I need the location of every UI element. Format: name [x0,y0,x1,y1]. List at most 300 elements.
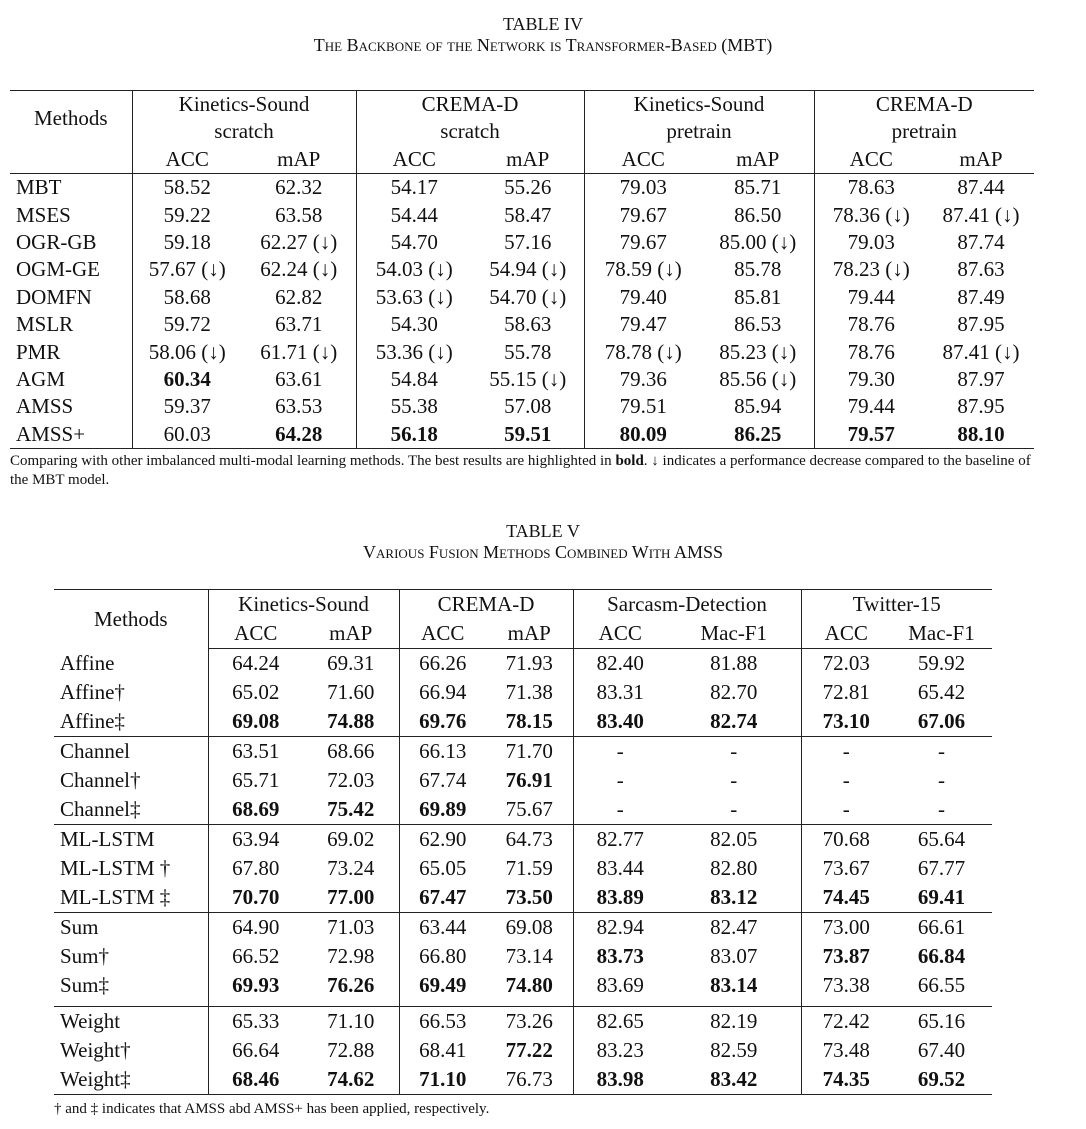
value-cell: 55.26 [472,174,584,202]
table4-methods-header: Methods [10,91,132,146]
best-value: 86.25 [734,421,782,446]
best-value: 74.62 [327,1067,375,1091]
value-cell: 62.82 [242,284,356,311]
table-row [10,421,1034,449]
table-row [10,366,1034,393]
value-cell [208,795,303,825]
value-cell [702,421,814,449]
value-cell: 58.63 [472,311,584,338]
value-cell: 71.60 [303,678,399,707]
value-cell: 65.05 [419,856,467,880]
best-value: 69.49 [419,973,467,997]
value-cell: 69.02 [303,825,399,855]
table5-group-header: Sarcasm-Detection [573,590,801,620]
value-cell: 63.71 [242,311,356,338]
value-cell [356,421,472,449]
table5-methods-header: Methods [54,590,208,649]
value-cell [486,883,573,913]
value-cell: - [616,739,624,763]
table4-metric-header: ACC [132,146,242,174]
table4-metric-header: mAP [702,146,814,174]
value-cell: 83.44 [596,856,644,880]
value-cell: 66.61 [917,915,966,939]
value-cell: 82.40 [596,651,644,675]
table5 [54,589,992,1095]
value-cell: 82.19 [667,1007,801,1037]
table5-group-header: Twitter-15 [852,592,941,616]
table5-label: TABLE V [506,521,580,541]
value-cell: 72.03 [822,651,870,675]
best-value: 77.00 [327,885,375,909]
method-cell: Channel† [54,766,208,795]
value-cell: 53.36 (↓) [375,339,453,364]
value-cell: 57.08 [472,393,584,420]
best-value: 83.42 [710,1067,758,1091]
best-value: 69.52 [917,1067,966,1091]
table5-metric-header: mAP [486,619,573,649]
value-cell [891,1065,992,1095]
best-value: 78.15 [505,709,553,733]
value-cell: 78.23 (↓) [832,257,910,282]
value-cell: - [667,766,801,795]
value-cell: 62.27 (↓) [242,229,356,256]
method-cell: PMR [10,339,132,366]
method-cell: Affine† [54,678,208,707]
value-cell: 63.44 [419,915,467,939]
value-cell: 85.71 [702,174,814,202]
value-cell: 66.52 [232,944,280,968]
value-cell: 85.23 (↓) [702,339,814,366]
value-cell: 83.23 [596,1038,644,1062]
best-value: 88.10 [957,421,1005,446]
best-value: 75.42 [327,797,375,821]
table-row [54,707,992,737]
best-value: 74.45 [822,885,870,909]
table-row [54,737,992,767]
value-cell: 66.53 [399,1007,486,1037]
method-cell: MSLR [10,311,132,338]
table-row [54,678,992,707]
best-value: 83.40 [596,709,644,733]
value-cell: 67.74 [419,768,467,792]
value-cell: 57.16 [472,229,584,256]
table5-metric-header: ACC [573,619,667,649]
best-value: 69.41 [917,885,966,909]
value-cell: 54.17 [390,175,438,200]
best-value: 69.08 [232,709,280,733]
value-cell: 63.61 [242,366,356,393]
table5-metric-header: ACC [208,619,303,649]
value-cell: 87.74 [957,230,1005,255]
best-value: 83.73 [596,944,644,968]
best-value: 71.10 [419,1067,467,1091]
best-value: 74.88 [327,709,375,733]
table5-metric-header: Mac-F1 [891,619,992,649]
best-value: 67.47 [419,885,467,909]
value-cell [486,1036,573,1065]
value-cell: 64.90 [232,915,280,939]
value-cell: 60.03 [163,421,211,446]
value-cell [573,942,667,971]
best-value: 69.93 [232,973,280,997]
method-cell: OGR-GB [10,229,132,256]
best-value: 68.46 [232,1067,280,1091]
table-row [10,339,1034,366]
table-row [54,854,992,883]
value-cell: - [891,795,992,825]
value-cell: 85.56 (↓) [702,366,814,393]
table4-metric-header: mAP [242,146,356,174]
value-cell: 54.30 [390,312,438,337]
table-row [10,284,1034,311]
value-cell: 68.66 [303,737,399,767]
table-row [54,649,992,679]
value-cell: 67.80 [232,856,280,880]
table5-metric-header: ACC [399,619,486,649]
value-cell: - [938,768,945,792]
value-cell: 65.64 [917,827,966,851]
value-cell: 66.55 [917,973,966,997]
value-cell: 55.78 [472,339,584,366]
value-cell: 79.67 [619,202,667,227]
value-cell: 85.00 (↓) [702,229,814,256]
table-row [54,913,992,943]
value-cell: 82.70 [667,678,801,707]
value-cell: 71.59 [486,854,573,883]
best-value: 66.84 [917,944,966,968]
value-cell [801,1065,891,1095]
value-cell: 64.24 [232,651,280,675]
value-cell [891,942,992,971]
table-row [54,942,992,971]
method-cell: AMSS+ [10,421,132,449]
value-cell: 54.94 (↓) [472,256,584,283]
value-cell: 79.03 [619,175,667,200]
value-cell: 83.07 [667,942,801,971]
value-cell [928,421,1034,449]
value-cell: 78.78 (↓) [604,339,682,364]
table-row [10,311,1034,338]
value-cell: 79.51 [619,394,667,419]
value-cell [208,1065,303,1095]
value-cell [399,971,486,1000]
method-cell: Sum [54,913,208,943]
method-cell: Weight‡ [54,1065,208,1095]
table5-metric-header: Mac-F1 [667,619,801,649]
table4-footnote: Comparing with other imbalanced multi-modal learning methods. The best results are highlighted in bold. ↓ indicates a performance decrease compared to the baseline of the MBT model. [10,453,1031,488]
value-cell [208,971,303,1000]
value-cell: 82.05 [667,825,801,855]
value-cell: 59.37 [163,394,211,419]
value-cell: 82.65 [573,1007,667,1037]
value-cell: 63.53 [242,393,356,420]
table-row [54,1007,992,1037]
value-cell: - [842,768,850,792]
table4-metric-header: ACC [584,146,702,174]
value-cell: 79.67 [619,230,667,255]
best-value: 82.74 [710,709,758,733]
best-value: 70.70 [232,885,280,909]
table5-group-header: CREMA-D [399,590,573,620]
value-cell: 73.14 [486,942,573,971]
method-cell: ML-LSTM † [54,854,208,883]
value-cell [303,707,399,737]
value-cell: - [801,795,891,825]
table5-metric-header: mAP [303,619,399,649]
best-value: 79.57 [847,421,895,446]
value-cell: 66.26 [419,651,467,675]
value-cell: 87.95 [957,312,1005,337]
value-cell: 73.48 [822,1038,870,1062]
table4-metric-header: ACC [356,146,472,174]
method-cell: MSES [10,202,132,229]
best-value: 73.87 [822,944,870,968]
table-row [54,825,992,855]
value-cell [667,971,801,1000]
best-value: 68.69 [232,797,280,821]
value-cell [399,1065,486,1095]
table4-title: The Backbone of the Network is Transformer-Based (MBT) [313,34,773,55]
best-value: 69.76 [419,709,467,733]
method-cell: Sum† [54,942,208,971]
value-cell: 75.67 [486,795,573,825]
value-cell: 68.41 [419,1038,467,1062]
value-cell: 72.98 [303,942,399,971]
value-cell: 85.81 [702,284,814,311]
value-cell: 72.88 [303,1036,399,1065]
best-value: 76.91 [505,768,553,792]
table4-group-header: CREMA-D pretrain [875,92,973,144]
value-cell: 62.90 [419,827,467,851]
method-cell: Channel [54,737,208,767]
method-cell: Sum‡ [54,971,208,1000]
best-value: 60.34 [163,367,211,392]
value-cell: 59.18 [163,230,211,255]
value-cell: 72.81 [822,680,870,704]
value-cell: 53.63 (↓) [375,284,453,309]
best-value: 64.28 [275,421,323,446]
value-cell: 78.76 [847,312,895,337]
value-cell [891,707,992,737]
best-value: 76.26 [327,973,375,997]
value-cell: 76.73 [486,1065,573,1095]
value-cell: 66.94 [419,680,467,704]
value-cell: 66.64 [232,1038,280,1062]
value-cell: 63.51 [232,739,280,763]
value-cell: 58.47 [472,202,584,229]
value-cell: 58.06 (↓) [148,339,226,364]
value-cell [801,942,891,971]
table-row [54,795,992,825]
value-cell: 65.02 [232,680,280,704]
value-cell [399,795,486,825]
method-cell: OGM-GE [10,256,132,283]
method-cell: ML-LSTM ‡ [54,883,208,913]
value-cell: 62.24 (↓) [242,256,356,283]
value-cell: 54.70 [390,230,438,255]
value-cell: 73.24 [303,854,399,883]
best-value: 73.10 [822,709,870,733]
value-cell: 55.38 [390,394,438,419]
table4-empty-cell [10,146,132,174]
table-row [54,766,992,795]
value-cell: 58.52 [163,175,211,200]
best-value: 83.98 [596,1067,644,1091]
value-cell: 64.73 [486,825,573,855]
value-cell: 73.26 [486,1007,573,1037]
value-cell [801,707,891,737]
value-cell: 86.53 [702,311,814,338]
table4-metric-header: mAP [472,146,584,174]
value-cell: 78.63 [847,175,895,200]
best-value: 74.35 [822,1067,870,1091]
value-cell [486,971,573,1000]
best-value: 80.09 [619,421,667,446]
best-value: 69.89 [419,797,467,821]
value-cell: 73.38 [822,973,870,997]
best-value: 56.18 [390,421,438,446]
method-cell: AGM [10,366,132,393]
best-value: 73.50 [505,885,553,909]
value-cell: 54.84 [390,367,438,392]
table-row [54,1065,992,1095]
value-cell: 62.32 [242,174,356,202]
value-cell: 79.44 [847,284,895,309]
value-cell: 72.03 [303,766,399,795]
table4-group-header: Kinetics-Sound scratch [132,91,356,146]
value-cell [486,707,573,737]
value-cell: 73.00 [822,915,870,939]
value-cell [573,1065,667,1095]
value-cell: 78.59 (↓) [604,257,682,282]
value-cell: 83.69 [596,973,644,997]
value-cell: 61.71 (↓) [242,339,356,366]
value-cell: 79.44 [847,394,895,419]
table-row [54,1036,992,1065]
value-cell: 65.42 [917,680,966,704]
value-cell: 69.08 [486,913,573,943]
value-cell: 82.80 [667,854,801,883]
value-cell: 71.38 [486,678,573,707]
value-cell: 78.76 [847,339,895,364]
value-cell [399,883,486,913]
value-cell: 79.36 [619,367,667,392]
table-row [10,202,1034,229]
table4-group-header: Kinetics-Sound pretrain [584,91,814,146]
table4-metric-header: mAP [928,146,1034,174]
value-cell [573,883,667,913]
table4-metric-header: ACC [814,146,928,174]
value-cell: 79.40 [619,284,667,309]
value-cell [208,707,303,737]
value-cell [242,421,356,449]
value-cell: - [616,768,624,792]
table-row [10,229,1034,256]
value-cell: 81.88 [667,649,801,679]
best-value: 83.89 [596,885,644,909]
value-cell: 78.36 (↓) [832,202,910,227]
table5-footnote: † and ‡ indicates that AMSS abd AMSS+ has been applied, respectively. [54,1101,490,1117]
value-cell: 87.41 (↓) [942,339,1020,364]
table4 [10,90,1034,449]
value-cell: 65.16 [891,1007,992,1037]
table-row [10,174,1034,202]
value-cell: 82.59 [667,1036,801,1065]
value-cell: 57.67 (↓) [148,257,226,282]
value-cell [801,883,891,913]
value-cell: 87.44 [957,175,1005,200]
value-cell: 87.49 [957,284,1005,309]
value-cell: 87.97 [957,367,1005,392]
table-row [54,971,992,1000]
method-cell: Affine [54,649,208,679]
value-cell: 71.10 [303,1007,399,1037]
value-cell [891,883,992,913]
value-cell [814,421,928,449]
value-cell: 83.31 [596,680,644,704]
value-cell: 59.92 [917,651,966,675]
value-cell: 67.40 [917,1038,966,1062]
value-cell [472,421,584,449]
value-cell: 82.94 [596,915,644,939]
table5-group-header: Kinetics-Sound [208,590,399,620]
best-value: 77.22 [505,1038,553,1062]
value-cell: 66.13 [419,739,467,763]
method-cell: AMSS [10,393,132,420]
value-cell [667,1065,801,1095]
value-cell: 71.70 [486,737,573,767]
value-cell [303,971,399,1000]
method-cell: Weight [54,1007,208,1037]
method-cell: Weight† [54,1036,208,1065]
value-cell [208,883,303,913]
value-cell: 79.30 [847,367,895,392]
value-cell: 70.68 [822,827,870,851]
table5-caption [0,521,1086,562]
best-value: 59.51 [504,421,552,446]
value-cell: 65.71 [232,768,280,792]
method-cell: MBT [10,174,132,202]
table4-group-header: CREMA-D scratch [356,91,584,146]
value-cell: 63.58 [242,202,356,229]
value-cell [399,707,486,737]
value-cell: 87.95 [957,394,1005,419]
value-cell: 65.33 [208,1007,303,1037]
value-cell: 69.31 [303,649,399,679]
value-cell: 55.15 (↓) [472,366,584,393]
value-cell: 63.94 [232,827,280,851]
value-cell: 86.50 [702,202,814,229]
value-cell [303,795,399,825]
value-cell: 71.93 [486,649,573,679]
value-cell: 66.80 [419,944,467,968]
best-value: 83.14 [710,973,758,997]
value-cell [573,707,667,737]
value-cell [667,883,801,913]
value-cell: 87.41 (↓) [942,202,1020,227]
value-cell [584,421,702,449]
value-cell [303,1065,399,1095]
value-cell [303,883,399,913]
value-cell [132,366,242,393]
method-cell: DOMFN [10,284,132,311]
value-cell: 72.42 [801,1007,891,1037]
value-cell: 54.03 (↓) [375,257,453,282]
value-cell: 87.63 [957,257,1005,282]
value-cell: 54.70 (↓) [472,284,584,311]
best-value: 67.06 [917,709,966,733]
value-cell: 85.78 [702,256,814,283]
